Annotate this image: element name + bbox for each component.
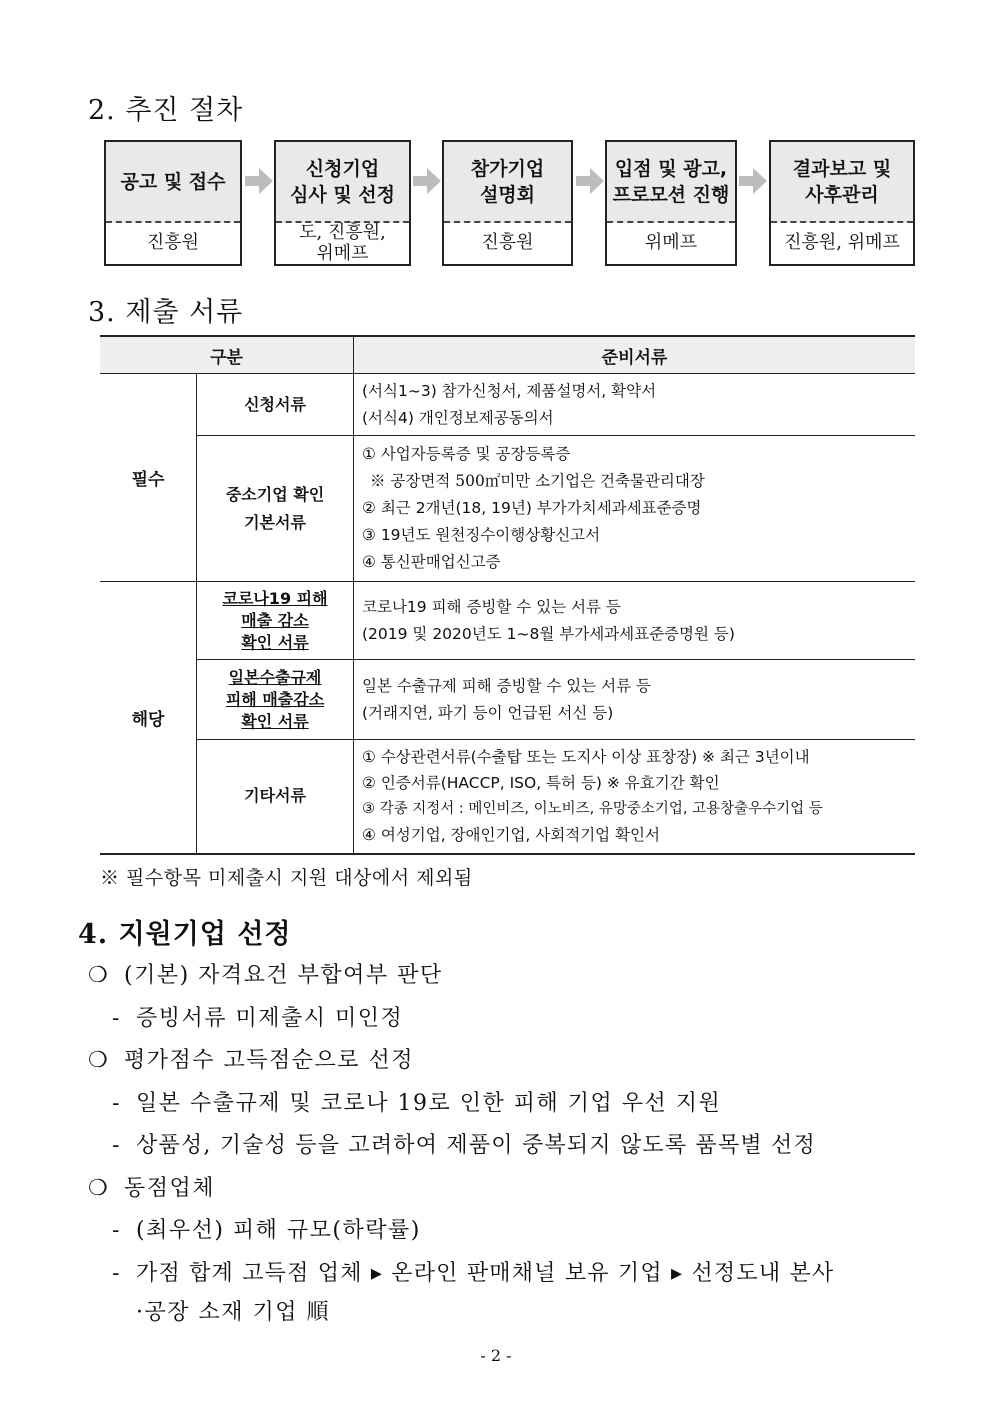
group-required: 필수 [100, 374, 197, 582]
bullet-item [88, 1043, 414, 1074]
flow-step-label: 결과보고 및 사후관리 [771, 142, 913, 223]
row-name-line: 매출 감소 [241, 610, 309, 630]
doc-item: 일본 수출규제 피해 증빙할 수 있는 서류 등 [362, 676, 652, 695]
arrow-right-icon [413, 168, 441, 194]
doc-item: (2019 및 2020년도 1~8월 부가세과세표준증명원 등) [362, 624, 735, 643]
flow-step-owner: 진흥원, 위메프 [784, 232, 900, 253]
flow-step-owner: 도, 진흥원, 위메프 [299, 221, 386, 264]
row-name-covid [197, 582, 354, 660]
sub-text: 가점 합계 고득점 업체 ▸ 온라인 판매채널 보유 기업 ▸ 선정도내 본사 [136, 1261, 835, 1286]
sub-item [112, 1128, 816, 1159]
arrow-right-icon [245, 168, 273, 194]
sub-text: 상품성, 기술성 등을 고려하여 제품이 중복되지 않도록 품목별 선정 [136, 1133, 816, 1158]
flow-step-owner: 위메프 [644, 232, 698, 253]
bullet-item [88, 958, 443, 989]
doc-item: ④ 통신판매업신고증 [362, 553, 501, 571]
row-name-line: 기본서류 [244, 512, 306, 532]
flow-step-label: 입점 및 광고, 프로모션 진행 [607, 142, 735, 223]
flow-step-label: 참가기업 설명회 [444, 142, 571, 223]
doc-item: ③ 19년도 원천징수이행상황신고서 [362, 526, 601, 544]
documents-table [100, 335, 915, 855]
bullet-text: 평가점수 고득점순으로 선정 [124, 1048, 415, 1073]
header-docs: 준비서류 [354, 336, 916, 374]
dash-bullet: - [112, 1133, 121, 1158]
required-note: ※ 필수항목 미제출시 지원 대상에서 제외됨 [100, 867, 473, 889]
row-name-japan [197, 660, 354, 740]
doc-item: ② 최근 2개년(18, 19년) 부가가치세과세표준증명 [362, 499, 702, 517]
circle-bullet-icon: ❍ [88, 963, 110, 988]
section-3-title: 3. 제출 서류 [88, 297, 244, 328]
circle-bullet-icon: ❍ [88, 1048, 110, 1073]
flow-step-5 [769, 140, 915, 266]
sub-text: 증빙서류 미제출시 미인정 [136, 1006, 404, 1031]
flow-step-4 [605, 140, 737, 266]
sub-text: (최우선) 피해 규모(하락률) [136, 1218, 421, 1243]
row-docs-application [354, 374, 916, 436]
arrow-right-icon [739, 168, 767, 194]
sub-item [112, 1256, 834, 1287]
sub-item [112, 1001, 403, 1032]
dash-bullet: - [112, 1218, 121, 1243]
bullet-item [88, 1171, 215, 1202]
section-4-title: 4. 지원기업 선정 [78, 919, 292, 950]
header-category: 구분 [100, 336, 354, 374]
row-name-line: 코로나19 피해 [222, 588, 328, 608]
row-docs-japan [354, 660, 916, 740]
dash-bullet: - [112, 1261, 121, 1286]
row-name-sme [197, 436, 354, 582]
doc-item: ① 사업자등록증 및 공장등록증 [362, 445, 571, 463]
doc-item: (거래지연, 파기 등이 언급된 서신 등) [362, 703, 614, 722]
row-name-other: 기타서류 [197, 740, 354, 854]
doc-item-note: ※ 공장면적 500㎡미만 소기업은 건축물관리대장 [370, 472, 705, 490]
dash-bullet: - [112, 1091, 121, 1116]
row-name-line: 확인 서류 [241, 632, 309, 652]
section-2-title: 2. 추진 절차 [88, 95, 244, 126]
row-name-line: 중소기업 확인 [225, 484, 325, 504]
doc-item: (서식1~3) 참가신청서, 제품설명서, 확약서 [362, 381, 657, 400]
doc-item: ② 인증서류(HACCP, ISO, 특허 등) ※ 유효기간 확인 [362, 774, 720, 793]
doc-item: ③ 각종 지정서 : 메인비즈, 이노비즈, 유망중소기업, 고용창출우수기업 등 [362, 801, 823, 818]
row-name-line: 피해 매출감소 [225, 689, 325, 709]
doc-item: ① 수상관련서류(수출탑 또는 도지사 이상 표창장) ※ 최근 3년이내 [362, 748, 810, 767]
circle-bullet-icon: ❍ [88, 1176, 110, 1201]
row-docs-covid [354, 582, 916, 660]
row-name-application: 신청서류 [197, 374, 354, 436]
sub-item [112, 1213, 421, 1244]
flow-step-owner: 진흥원 [481, 232, 534, 253]
flow-step-label: 공고 및 접수 [106, 142, 240, 223]
flow-step-owner: 진흥원 [146, 232, 200, 253]
bullet-text: (기본) 자격요건 부합여부 판단 [124, 963, 443, 988]
row-docs-sme [354, 436, 916, 582]
row-name-line: 확인 서류 [241, 711, 309, 731]
flow-step-3 [442, 140, 573, 266]
doc-item: (서식4) 개인정보제공동의서 [362, 408, 554, 427]
flow-step-1 [104, 140, 242, 266]
bullet-text: 동점업체 [124, 1176, 216, 1201]
doc-item: ④ 여성기업, 장애인기업, 사회적기업 확인서 [362, 826, 660, 845]
flow-step-label: 신청기업 심사 및 선정 [276, 142, 409, 223]
sub-item [112, 1086, 721, 1117]
arrow-right-icon [576, 168, 604, 194]
flow-step-2 [274, 140, 411, 266]
group-applicable: 해당 [100, 582, 197, 854]
row-name-line: 일본수출규제 [228, 667, 322, 687]
sub-text: 일본 수출규제 및 코로나 19로 인한 피해 기업 우선 지원 [136, 1091, 722, 1116]
doc-item: 코로나19 피해 증빙할 수 있는 서류 등 [362, 597, 621, 616]
sub-item-continuation: ·공장 소재 기업 順 [136, 1300, 330, 1325]
page-number: - 2 - [480, 1346, 512, 1365]
dash-bullet: - [112, 1006, 121, 1031]
row-docs-other [354, 740, 916, 854]
